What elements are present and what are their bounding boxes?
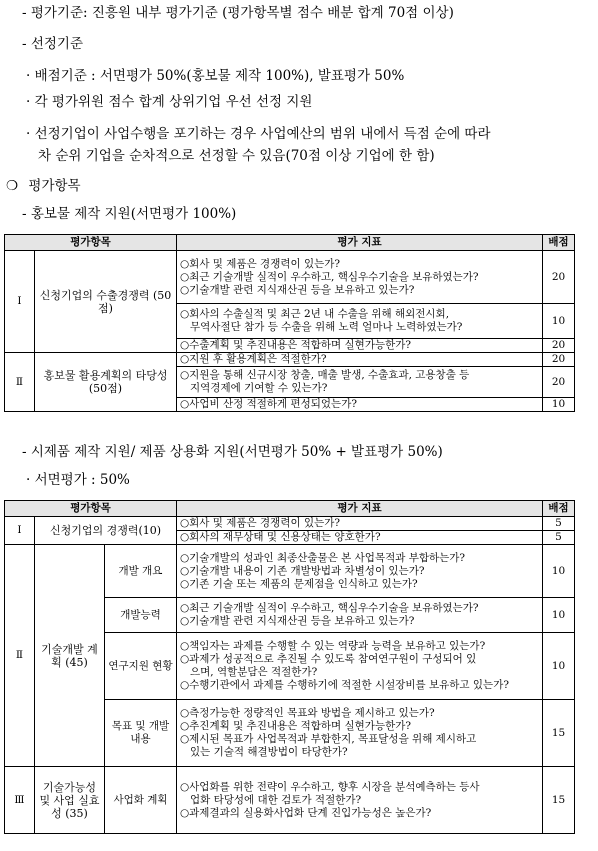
sub-item: 개발 개요 bbox=[105, 545, 177, 598]
row-item bbox=[35, 353, 177, 412]
evaluation-table-promo bbox=[4, 234, 575, 412]
table-row bbox=[5, 517, 575, 531]
row-number: Ⅰ bbox=[5, 517, 35, 545]
criteria-line: ○최근 기술개발 실적이 우수하고, 핵심우수기술을 보유하였는가? bbox=[180, 270, 479, 283]
criteria-line: ○제시된 목표가 사업목적과 부합한지, 목표달성을 위해 제시하고 bbox=[180, 733, 477, 745]
intro-line-criteria: - 평가기준: 진흥원 내부 평가기준 (평가항목별 점수 배분 합계 70점 이상) bbox=[22, 5, 454, 21]
criteria-line: ○지원을 통해 신규시장 창출, 매출 발생, 수출효과, 고용창출 등 bbox=[180, 369, 470, 381]
section-title: 평가항목 bbox=[28, 178, 81, 194]
evaluation-table-prototype bbox=[4, 500, 575, 834]
score-cell: 20 bbox=[543, 367, 575, 398]
criteria-line: 있는 기술적 해결방법이 타당한가? bbox=[190, 746, 348, 758]
criteria-line: ○수출계획 및 추진내용은 적합하며 실현가능한가? bbox=[180, 339, 412, 351]
row-item: 기술개발 계획 (45) bbox=[35, 545, 105, 767]
criteria-line: ○과제가 성공적으로 추진될 수 있도록 참여연구원이 구성되어 있 bbox=[180, 653, 477, 665]
row-item bbox=[35, 251, 177, 353]
sub-item: 목표 및 개발내용 bbox=[105, 700, 177, 767]
criteria-cell bbox=[177, 251, 543, 304]
criteria-line: ○책임자는 과제를 수행할 수 있는 역량과 능력을 보유하고 있는가? bbox=[180, 640, 486, 652]
criteria-cell bbox=[177, 531, 543, 545]
criteria-cell bbox=[177, 700, 543, 767]
criteria-line: ○회사 및 제품은 경쟁력이 있는가? bbox=[180, 257, 341, 270]
criteria-line: ○최근 기술개발 실적이 우수하고, 핵심우수기술을 보유하였는가? bbox=[180, 602, 479, 614]
score-cell: 10 bbox=[543, 398, 575, 412]
criteria-line: ○기술개발 관련 지식재산권 등을 보유하고 있는가? bbox=[180, 283, 415, 296]
criteria-cell bbox=[177, 398, 543, 412]
circle-bullet-icon: ❍ bbox=[6, 178, 19, 194]
section-heading bbox=[6, 176, 81, 196]
criteria-cell bbox=[177, 517, 543, 531]
row-number: Ⅲ bbox=[5, 767, 35, 834]
criteria-line: 업화 타당성에 대한 검토가 적절한가? bbox=[190, 793, 362, 806]
sub-item: 개발능력 bbox=[105, 598, 177, 633]
sub-item: 사업화 계획 bbox=[105, 767, 177, 834]
row-item: 기술가능성 및 사업 실효성 (35) bbox=[35, 767, 105, 834]
score-cell: 5 bbox=[543, 517, 575, 531]
score-cell: 20 bbox=[543, 339, 575, 353]
score-cell: 5 bbox=[543, 531, 575, 545]
criteria-line: ○회사의 수출실적 및 최근 2년 내 수출을 위해 해외전시회, bbox=[180, 308, 450, 320]
criteria-cell bbox=[177, 545, 543, 598]
intro-line-forfeit-cont: 차 순위 기업을 순차적으로 선정할 수 있음(70점 이상 기업에 한 함) bbox=[38, 148, 435, 164]
criteria-line: ○기존 기술 또는 제품의 문제점을 인식하고 있는가? bbox=[180, 577, 418, 590]
criteria-line: ○측정가능한 정량적인 목표와 방법을 제시하고 있는가? bbox=[180, 707, 435, 719]
criteria-line: ○추진계획 및 추진내용은 적합하며 실현가능한가? bbox=[180, 720, 412, 732]
row-item: 신청기업의 경쟁력(10) bbox=[35, 517, 177, 545]
table-row bbox=[5, 353, 575, 367]
criteria-cell bbox=[177, 598, 543, 633]
criteria-line: ○과제결과의 실용화사업화 단계 진입가능성은 높은가? bbox=[180, 806, 432, 819]
header-score: 배점 bbox=[543, 235, 575, 251]
criteria-line: ○회사의 재무상태 및 신용상태는 양호한가? bbox=[180, 531, 381, 543]
header-score: 배점 bbox=[543, 501, 575, 517]
score-cell: 15 bbox=[543, 767, 575, 834]
sub-heading-written: · 서면평가 : 50% bbox=[26, 472, 130, 488]
intro-line-selection: - 선정기준 bbox=[22, 36, 84, 52]
criteria-cell bbox=[177, 633, 543, 700]
sub-heading-promo: - 홍보물 제작 지원(서면평가 100%) bbox=[22, 206, 237, 222]
criteria-line: 으며, 역할분담은 적절한가? bbox=[190, 666, 318, 678]
criteria-line: ○지원 후 활용계획은 적절한가? bbox=[180, 353, 327, 365]
intro-line-ranking: · 각 평가위원 점수 합계 상위기업 우선 선정 지원 bbox=[26, 94, 313, 110]
header-criteria: 평가 지표 bbox=[177, 235, 543, 251]
criteria-cell bbox=[177, 367, 543, 398]
criteria-line: ○기술개발 내용이 기존 개발방법과 차별성이 있는가? bbox=[180, 564, 425, 577]
header-item: 평가항목 bbox=[5, 235, 177, 251]
score-cell: 10 bbox=[543, 633, 575, 700]
sub-heading-prototype: - 시제품 제작 지원/ 제품 상용화 지원(서면평가 50% + 발표평가 50%) bbox=[22, 444, 443, 460]
table-row bbox=[5, 545, 575, 598]
criteria-line: ○사업비 산정 적절하게 편성되었는가? bbox=[180, 398, 357, 410]
criteria-line: ○기술개발 관련 지식재산권 등을 보유하고 있는가? bbox=[180, 615, 415, 627]
score-cell: 20 bbox=[543, 353, 575, 367]
sub-item: 연구지원 현황 bbox=[105, 633, 177, 700]
score-cell: 20 bbox=[543, 251, 575, 304]
row-number: Ⅱ bbox=[5, 545, 35, 767]
score-cell: 15 bbox=[543, 700, 575, 767]
criteria-line: ○기술개발의 성과인 최종산출물은 본 사업목적과 부합하는가? bbox=[180, 551, 466, 564]
row-item-label: 홍보물 활용계획의 타당성(50점) bbox=[43, 369, 168, 395]
intro-line-weights: · 배점기준 : 서면평가 50%(홍보물 제작 100%), 발표평가 50% bbox=[26, 68, 405, 84]
table-row bbox=[5, 251, 575, 304]
criteria-line: 무역사절단 참가 등 수출을 위해 노력 얼마나 노력하였는가? bbox=[190, 321, 463, 333]
header-criteria: 평가 지표 bbox=[177, 501, 543, 517]
criteria-line: ○사업화를 위한 전략이 우수하고, 향후 시장을 분석예측하는 등사 bbox=[180, 780, 480, 793]
criteria-cell bbox=[177, 767, 543, 834]
intro-line-forfeit: · 선정기업이 사업수행을 포기하는 경우 사업예산의 범위 내에서 득점 순에 따라 bbox=[26, 126, 491, 142]
table-header-row bbox=[5, 501, 575, 517]
row-number: Ⅱ bbox=[5, 353, 35, 412]
criteria-line: ○회사 및 제품은 경쟁력이 있는가? bbox=[180, 517, 341, 529]
row-number: Ⅰ bbox=[5, 251, 35, 353]
score-cell: 10 bbox=[543, 598, 575, 633]
table-row bbox=[5, 767, 575, 834]
score-cell: 10 bbox=[543, 304, 575, 339]
header-item: 평가항목 bbox=[5, 501, 177, 517]
criteria-cell bbox=[177, 353, 543, 367]
criteria-line: ○수행기관에서 과제를 수행하기에 적절한 시설장비를 보유하고 있는가? bbox=[180, 679, 509, 691]
criteria-line: 지역경제에 기여할 수 있는가? bbox=[190, 382, 328, 394]
score-cell: 10 bbox=[543, 545, 575, 598]
row-item-label: 신청기업의 수출경쟁력 (50점) bbox=[39, 288, 172, 315]
table-header-row bbox=[5, 235, 575, 251]
criteria-cell bbox=[177, 304, 543, 339]
criteria-cell bbox=[177, 339, 543, 353]
